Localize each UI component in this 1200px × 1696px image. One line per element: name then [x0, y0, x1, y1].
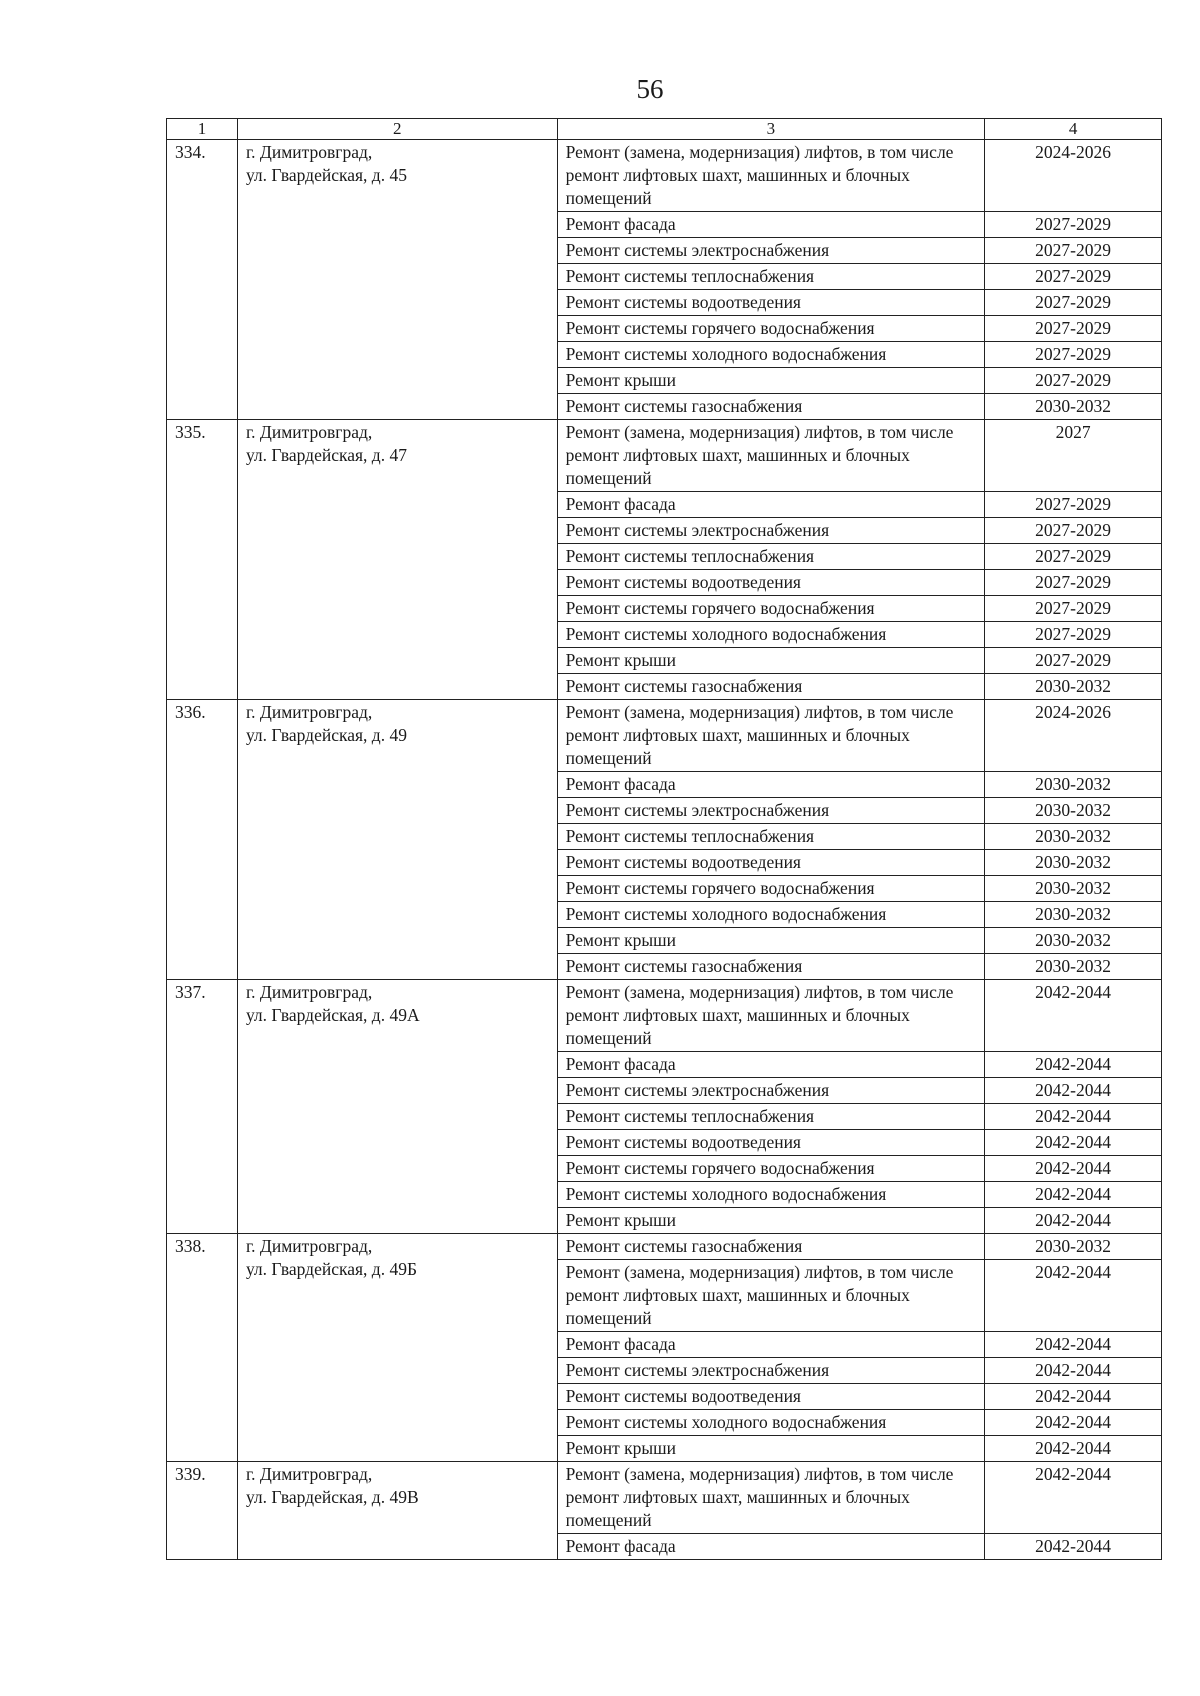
work-type: Ремонт (замена, модернизация) лифтов, в том числе ремонт лифтовых шахт, машинных и блочных помещений	[557, 1462, 985, 1534]
work-period: 2027-2029	[985, 570, 1162, 596]
work-type: Ремонт системы электроснабжения	[557, 1358, 985, 1384]
entry-address	[237, 980, 557, 1234]
work-type: Ремонт системы электроснабжения	[557, 238, 985, 264]
work-type: Ремонт системы газоснабжения	[557, 394, 985, 420]
work-period: 2030-2032	[985, 850, 1162, 876]
work-type: Ремонт системы холодного водоснабжения	[557, 1182, 985, 1208]
work-period: 2030-2032	[985, 798, 1162, 824]
address-city: г. Димитровград,	[245, 422, 373, 442]
work-period: 2042-2044	[985, 1332, 1162, 1358]
entry-number: 336.	[167, 700, 238, 980]
work-period: 2030-2032	[985, 1234, 1162, 1260]
entry-number: 337.	[167, 980, 238, 1234]
work-type: Ремонт системы холодного водоснабжения	[557, 342, 985, 368]
address-city: г. Димитровград,	[245, 702, 373, 722]
entry-address	[237, 420, 557, 700]
work-type: Ремонт системы водоотведения	[557, 850, 985, 876]
work-type: Ремонт крыши	[557, 928, 985, 954]
work-period: 2042-2044	[985, 1130, 1162, 1156]
column-header: 3	[557, 119, 985, 140]
table-row	[167, 1234, 1162, 1260]
work-period: 2030-2032	[985, 824, 1162, 850]
entry-number: 339.	[167, 1462, 238, 1560]
work-type: Ремонт системы электроснабжения	[557, 798, 985, 824]
work-period: 2042-2044	[985, 1052, 1162, 1078]
work-type: Ремонт системы горячего водоснабжения	[557, 316, 985, 342]
work-type: Ремонт системы горячего водоснабжения	[557, 876, 985, 902]
work-period: 2027-2029	[985, 544, 1162, 570]
work-period: 2042-2044	[985, 1534, 1162, 1560]
work-type: Ремонт системы водоотведения	[557, 570, 985, 596]
work-type: Ремонт фасада	[557, 1332, 985, 1358]
work-period: 2030-2032	[985, 928, 1162, 954]
work-period: 2030-2032	[985, 902, 1162, 928]
work-period: 2027	[985, 420, 1162, 492]
work-period: 2042-2044	[985, 1156, 1162, 1182]
work-type: Ремонт крыши	[557, 368, 985, 394]
work-type: Ремонт фасада	[557, 1052, 985, 1078]
work-type: Ремонт системы электроснабжения	[557, 1078, 985, 1104]
work-period: 2042-2044	[985, 1358, 1162, 1384]
work-type: Ремонт (замена, модернизация) лифтов, в том числе ремонт лифтовых шахт, машинных и блочных помещений	[557, 1260, 985, 1332]
column-header: 2	[237, 119, 557, 140]
work-type: Ремонт системы электроснабжения	[557, 518, 985, 544]
work-type: Ремонт крыши	[557, 1208, 985, 1234]
address-street: ул. Гвардейская, д. 49Б	[245, 1259, 417, 1279]
work-period: 2030-2032	[985, 394, 1162, 420]
table-row	[167, 980, 1162, 1052]
work-period: 2027-2029	[985, 264, 1162, 290]
work-type: Ремонт системы водоотведения	[557, 1130, 985, 1156]
work-period: 2042-2044	[985, 1462, 1162, 1534]
work-type: Ремонт системы водоотведения	[557, 1384, 985, 1410]
entry-address	[237, 700, 557, 980]
address-city: г. Димитровград,	[245, 982, 373, 1002]
address-street: ул. Гвардейская, д. 45	[245, 165, 407, 185]
repair-schedule-table	[166, 118, 1162, 1560]
work-type: Ремонт системы теплоснабжения	[557, 264, 985, 290]
work-period: 2027-2029	[985, 342, 1162, 368]
work-period: 2027-2029	[985, 648, 1162, 674]
work-type: Ремонт системы теплоснабжения	[557, 824, 985, 850]
work-period: 2030-2032	[985, 954, 1162, 980]
work-period: 2024-2026	[985, 140, 1162, 212]
address-city: г. Димитровград,	[245, 142, 373, 162]
entry-number: 334.	[167, 140, 238, 420]
work-period: 2027-2029	[985, 596, 1162, 622]
work-period: 2042-2044	[985, 1260, 1162, 1332]
address-street: ул. Гвардейская, д. 47	[245, 445, 407, 465]
work-type: Ремонт системы холодного водоснабжения	[557, 622, 985, 648]
work-type: Ремонт системы газоснабжения	[557, 674, 985, 700]
work-period: 2024-2026	[985, 700, 1162, 772]
work-type: Ремонт системы теплоснабжения	[557, 544, 985, 570]
address-street: ул. Гвардейская, д. 49	[245, 725, 407, 745]
work-period: 2042-2044	[985, 1078, 1162, 1104]
work-period: 2027-2029	[985, 316, 1162, 342]
work-type: Ремонт (замена, модернизация) лифтов, в том числе ремонт лифтовых шахт, машинных и блочных помещений	[557, 140, 985, 212]
work-period: 2042-2044	[985, 1436, 1162, 1462]
work-type: Ремонт системы холодного водоснабжения	[557, 1410, 985, 1436]
address-city: г. Димитровград,	[245, 1236, 373, 1256]
work-type: Ремонт системы теплоснабжения	[557, 1104, 985, 1130]
work-period: 2042-2044	[985, 1182, 1162, 1208]
work-type: Ремонт фасада	[557, 1534, 985, 1560]
work-period: 2027-2029	[985, 238, 1162, 264]
table-row	[167, 700, 1162, 772]
table-row	[167, 140, 1162, 212]
work-type: Ремонт системы холодного водоснабжения	[557, 902, 985, 928]
work-period: 2027-2029	[985, 622, 1162, 648]
address-street: ул. Гвардейская, д. 49В	[245, 1487, 419, 1507]
work-type: Ремонт фасада	[557, 212, 985, 238]
work-type: Ремонт системы газоснабжения	[557, 954, 985, 980]
work-type: Ремонт крыши	[557, 1436, 985, 1462]
work-period: 2027-2029	[985, 518, 1162, 544]
work-type: Ремонт крыши	[557, 648, 985, 674]
entry-address	[237, 1234, 557, 1462]
work-period: 2030-2032	[985, 772, 1162, 798]
entry-number: 338.	[167, 1234, 238, 1462]
address-city: г. Димитровград,	[245, 1464, 373, 1484]
work-type: Ремонт (замена, модернизация) лифтов, в том числе ремонт лифтовых шахт, машинных и блочных помещений	[557, 700, 985, 772]
work-period: 2027-2029	[985, 368, 1162, 394]
work-type: Ремонт системы горячего водоснабжения	[557, 596, 985, 622]
work-period: 2042-2044	[985, 1208, 1162, 1234]
column-header: 1	[167, 119, 238, 140]
work-type: Ремонт системы горячего водоснабжения	[557, 1156, 985, 1182]
work-period: 2042-2044	[985, 1384, 1162, 1410]
work-type: Ремонт фасада	[557, 492, 985, 518]
work-type: Ремонт системы газоснабжения	[557, 1234, 985, 1260]
page-number: 56	[636, 74, 664, 104]
work-period: 2027-2029	[985, 212, 1162, 238]
work-type: Ремонт фасада	[557, 772, 985, 798]
work-period: 2042-2044	[985, 980, 1162, 1052]
work-period: 2027-2029	[985, 290, 1162, 316]
work-period: 2030-2032	[985, 876, 1162, 902]
entry-number: 335.	[167, 420, 238, 700]
work-type: Ремонт системы водоотведения	[557, 290, 985, 316]
address-street: ул. Гвардейская, д. 49А	[245, 1005, 420, 1025]
header-row	[167, 119, 1162, 140]
table-row	[167, 1462, 1162, 1534]
table-body	[167, 140, 1162, 1560]
table-row	[167, 420, 1162, 492]
work-type: Ремонт (замена, модернизация) лифтов, в том числе ремонт лифтовых шахт, машинных и блочных помещений	[557, 420, 985, 492]
entry-address	[237, 1462, 557, 1560]
column-header: 4	[985, 119, 1162, 140]
work-period: 2027-2029	[985, 492, 1162, 518]
work-type: Ремонт (замена, модернизация) лифтов, в том числе ремонт лифтовых шахт, машинных и блочных помещений	[557, 980, 985, 1052]
entry-address	[237, 140, 557, 420]
work-period: 2042-2044	[985, 1104, 1162, 1130]
work-period: 2042-2044	[985, 1410, 1162, 1436]
work-period: 2030-2032	[985, 674, 1162, 700]
